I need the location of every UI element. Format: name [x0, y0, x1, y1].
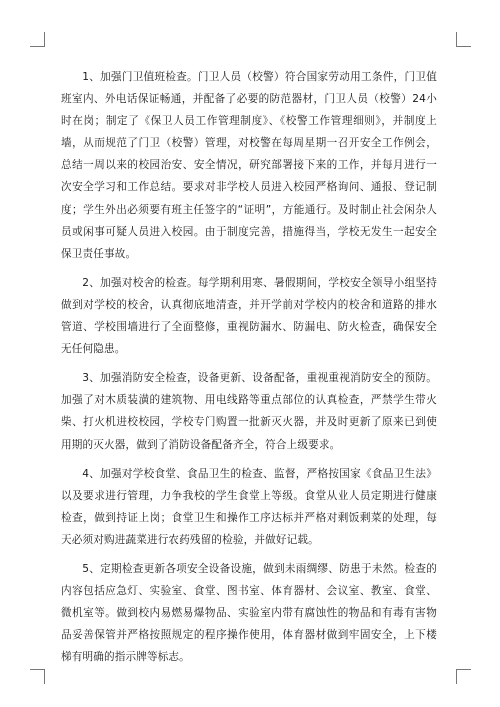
paragraph-canteen-hygiene: 4、加强对学校食堂、食品卫生的检查、监督，严格按国家《食品卫生法》以及要求进行管理，力争我校的学生食堂上等级。食堂从业人员定期进行健康检查，做到持证上岗；食堂卫生和操作工序达标并严格对剩饭剩菜的处理，每天必须对购进蔬菜进行农药残留的检验，并做好记载。 [61, 467, 437, 546]
crop-mark-top-left [30, 32, 45, 47]
crop-mark-bottom-left [30, 669, 45, 684]
paragraph-safety-equipment: 5、定期检查更新各项安全设备设施，做到未雨绸缪、防患于未然。检查的内容包括应急灯、实验室、食堂、图书室、体育器材、会议室、教室、食堂、微机室等。做到校内易燃易爆物品、实验室内带有腐蚀性的物品和有毒有害物品妥善保管并严格按照规定的程序操作使用，体育器材做到牢固安全，上下楼梯有明确的指示牌等标志。 [61, 562, 437, 664]
document-body [61, 66, 437, 675]
crop-mark-top-right [456, 32, 471, 47]
paragraph-fire-safety: 3、加强消防安全检查，设备更新、设备配备，重视重视消防安全的预防。加强了对木质装潢的建筑物、用电线路等重点部位的认真检查，严禁学生带火柴、打火机进校校园，学校专门购置一批新灭火器，并及时更新了原来已到使用期的灭火器，做到了消防设备配备齐全，符合上级要求。 [61, 372, 437, 451]
paragraph-gate-duty: 1、加强门卫值班检查。门卫人员（校警）符合国家劳动用工条件，门卫值班室内、外电话保证畅通，并配备了必要的防范器材，门卫人员（校警）24小时在岗；制定了《保卫人员工作管理制度》、《校警工作管理细则》，并制度上墙，从而规范了门卫（校警）管理，对校警在每周星期一召开安全工作例会，总结一周以来的校园治安、安全情况，研究部署接下来的工作，并每月进行一次安全学习和工作总结。要求对非学校人员进入校园严格询问、通报、登记制度；学生外出必须要有班主任签字的“证明”，方能通行。及时制止社会闲杂人员或闲事可疑人员进入校园。由于制度完善，措施得当，学校无发生一起安全保卫责任事故。 [61, 71, 437, 260]
crop-mark-bottom-right [456, 669, 471, 684]
paragraph-school-buildings: 2、加强对校舍的检查。每学期利用寒、暑假期间，学校安全领导小组坚持做到对学校的校舍，认真彻底地清查，并开学前对学校内的校舍和道路的排水管道、学校围墙进行了全面整修，重视防漏水、防漏电、防火检查，确保安全无任何隐患。 [61, 276, 437, 356]
